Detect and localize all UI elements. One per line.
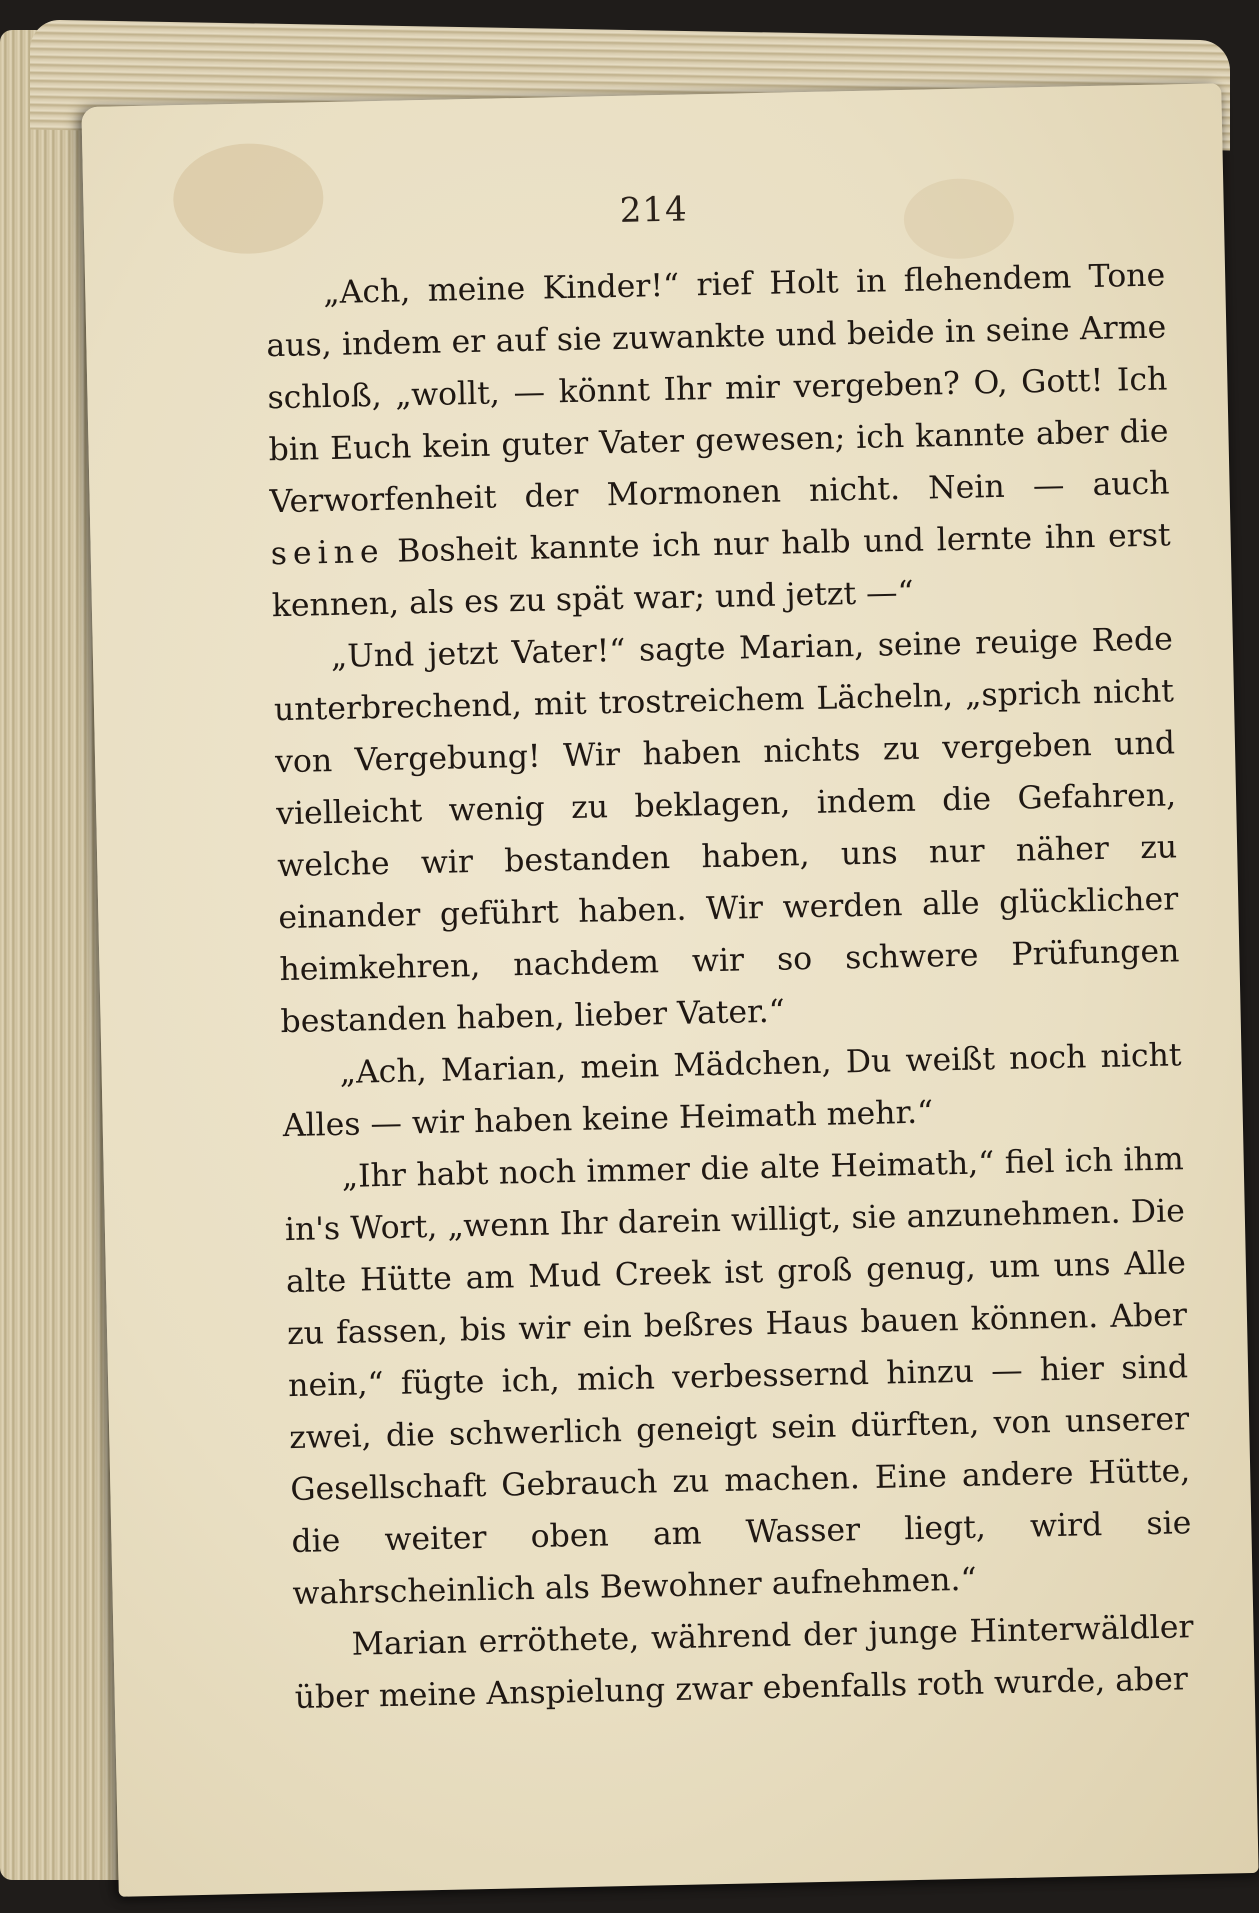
body-text — [265, 249, 1195, 1724]
page-number: 214 — [619, 189, 689, 231]
paragraph-text: „Ach, meine Kinder!“ rief Holt in flehendem Tone aus, indem er auf sie zuwankte und beide in seine Arme schloß, „wollt, — könnt Ihr mir vergeben? O, Gott! Ich bin Euch kein guter Vater gewesen; ich kannte aber die Verworfenheit der Mormonen nicht. Nein — auch — [266, 257, 1170, 521]
paragraph: „Ach, Marian, mein Mädchen, Du weißt noch nicht Alles — wir haben keine Heimath mehr.“ — [282, 1037, 1182, 1145]
paragraph: „Und jetzt Vater!“ sagte Marian, seine reuige Rede unterbrechend, mit trostreichem Lächeln, „sprich nicht von Vergebung! Wir haben nichts zu vergeben und vielleicht wenig zu beklagen, indem die Gefahren, welche wir bestanden haben, uns nur näher zu einander geführt haben. Wir werden alle glücklicher heimkehren, nachdem wir so schwere Prüfungen bestanden haben, lieber Vater.“ — [273, 621, 1180, 1041]
paragraph: Marian erröthete, während der junge Hinterwäldler über meine Anspielung zwar ebenfalls roth wurde, aber — [294, 1609, 1194, 1717]
emphasized-word: seine — [270, 533, 385, 573]
book-page — [81, 83, 1258, 1896]
paragraph: „Ihr habt noch immer die alte Heimath,“ fiel ich ihm in's Wort, „wenn Ihr darein willigt, sie anzunehmen. Die alte Hütte am Mud Creek ist groß genug, um uns Alle zu fassen, bis wir ein beßres Haus bauen können. Aber nein,“ fügte ich, mich verbessernd hinzu — hier sind zwei, die schwerlich geneigt sein dürften, von unserer Gesellschaft Gebrauch zu machen. Eine andere Hütte, die weiter oben am Wasser liegt, wird sie wahrscheinlich als Bewohner aufnehmen.“ — [284, 1141, 1192, 1613]
paragraph — [265, 249, 1172, 632]
paragraph-text: Bosheit kannte ich nur halb und lernte ihn erst kennen, als es zu spät war; und jetzt —“ — [271, 517, 1171, 625]
